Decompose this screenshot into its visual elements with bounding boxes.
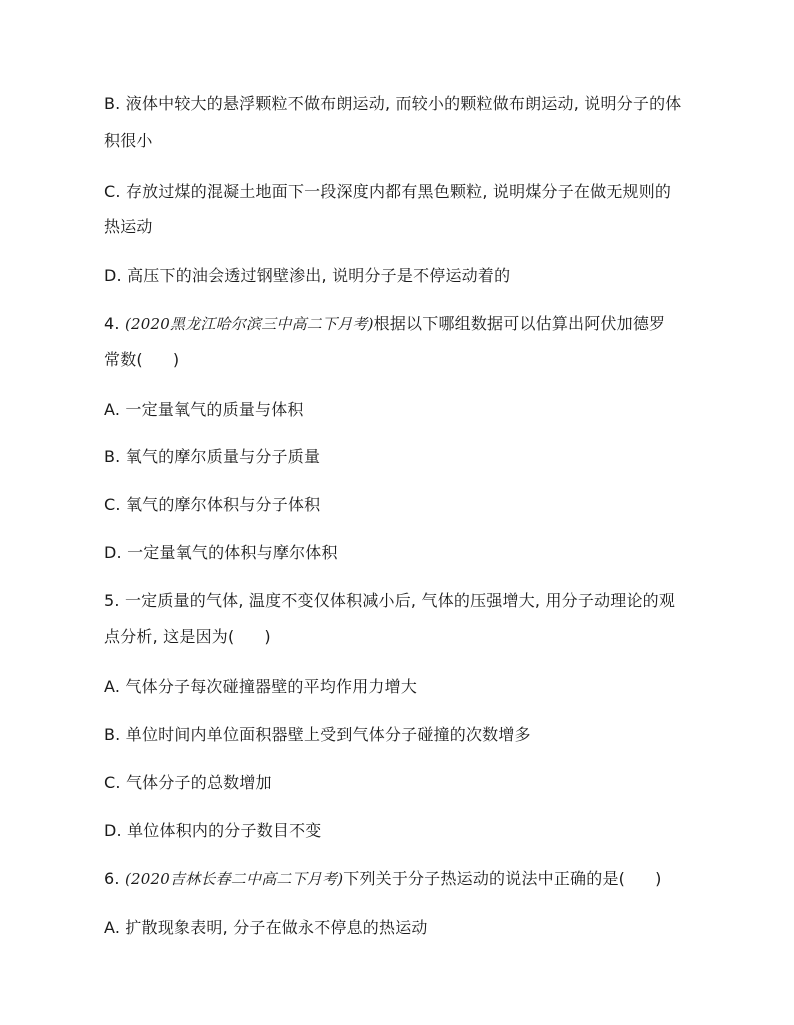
q5-option-b: B. 单位时间内单位面积器壁上受到气体分子碰撞的次数增多 <box>104 725 531 744</box>
q5-option-c: C. 气体分子的总数增加 <box>104 773 272 792</box>
q4-number: 4. <box>104 314 120 333</box>
q4-option-c: C. 氧气的摩尔体积与分子体积 <box>104 495 321 514</box>
q4-option-a: A. 一定量氧气的质量与体积 <box>104 400 304 419</box>
q5-stem-text-2: 点分析, 这是因为( <box>104 627 235 646</box>
q5-stem-line2 <box>104 626 704 648</box>
q3-option-b-line2: 积很小 <box>104 131 153 150</box>
q6-stem-close: ) <box>655 869 662 888</box>
q4-stem-line1 <box>104 313 704 335</box>
q3-option-d: D. 高压下的油会透过钢壁渗出, 说明分子是不停运动着的 <box>104 266 511 285</box>
q5-option-d: D. 单位体积内的分子数目不变 <box>104 821 322 840</box>
q5-stem-close: ) <box>264 627 271 646</box>
q6-number: 6. <box>104 869 120 888</box>
q6-option-a: A. 扩散现象表明, 分子在做永不停息的热运动 <box>104 918 428 937</box>
q5-stem-line1: 5. 一定质量的气体, 温度不变仅体积减小后, 气体的压强增大, 用分子动理论的观 <box>104 591 676 610</box>
q3-option-c-line1: C. 存放过煤的混凝土地面下一段深度内都有黑色颗粒, 说明煤分子在做无规则的 <box>104 182 672 201</box>
q4-option-b: B. 氧气的摩尔质量与分子质量 <box>104 447 321 466</box>
q4-stem-text-2: 常数( <box>104 350 143 369</box>
q3-option-b-line1: B. 液体中较大的悬浮颗粒不做布朗运动, 而较小的颗粒做布朗运动, 说明分子的体 <box>104 94 682 113</box>
q3-option-c-line2: 热运动 <box>104 217 153 236</box>
q4-stem-text: 根据以下哪组数据可以估算出阿伏加德罗 <box>373 314 666 333</box>
q6-stem <box>104 868 704 890</box>
q5-option-a: A. 气体分子每次碰撞器壁的平均作用力增大 <box>104 677 418 696</box>
q6-source: (2020吉林长春二中高二下月考) <box>124 870 344 888</box>
q6-stem-text: 下列关于分子热运动的说法中正确的是( <box>343 869 626 888</box>
q4-stem-line2 <box>104 349 704 371</box>
q4-source: (2020黑龙江哈尔滨三中高二下月考) <box>124 315 374 333</box>
q4-stem-close: ) <box>172 350 180 369</box>
q4-option-d: D. 一定量氧气的体积与摩尔体积 <box>104 543 338 562</box>
